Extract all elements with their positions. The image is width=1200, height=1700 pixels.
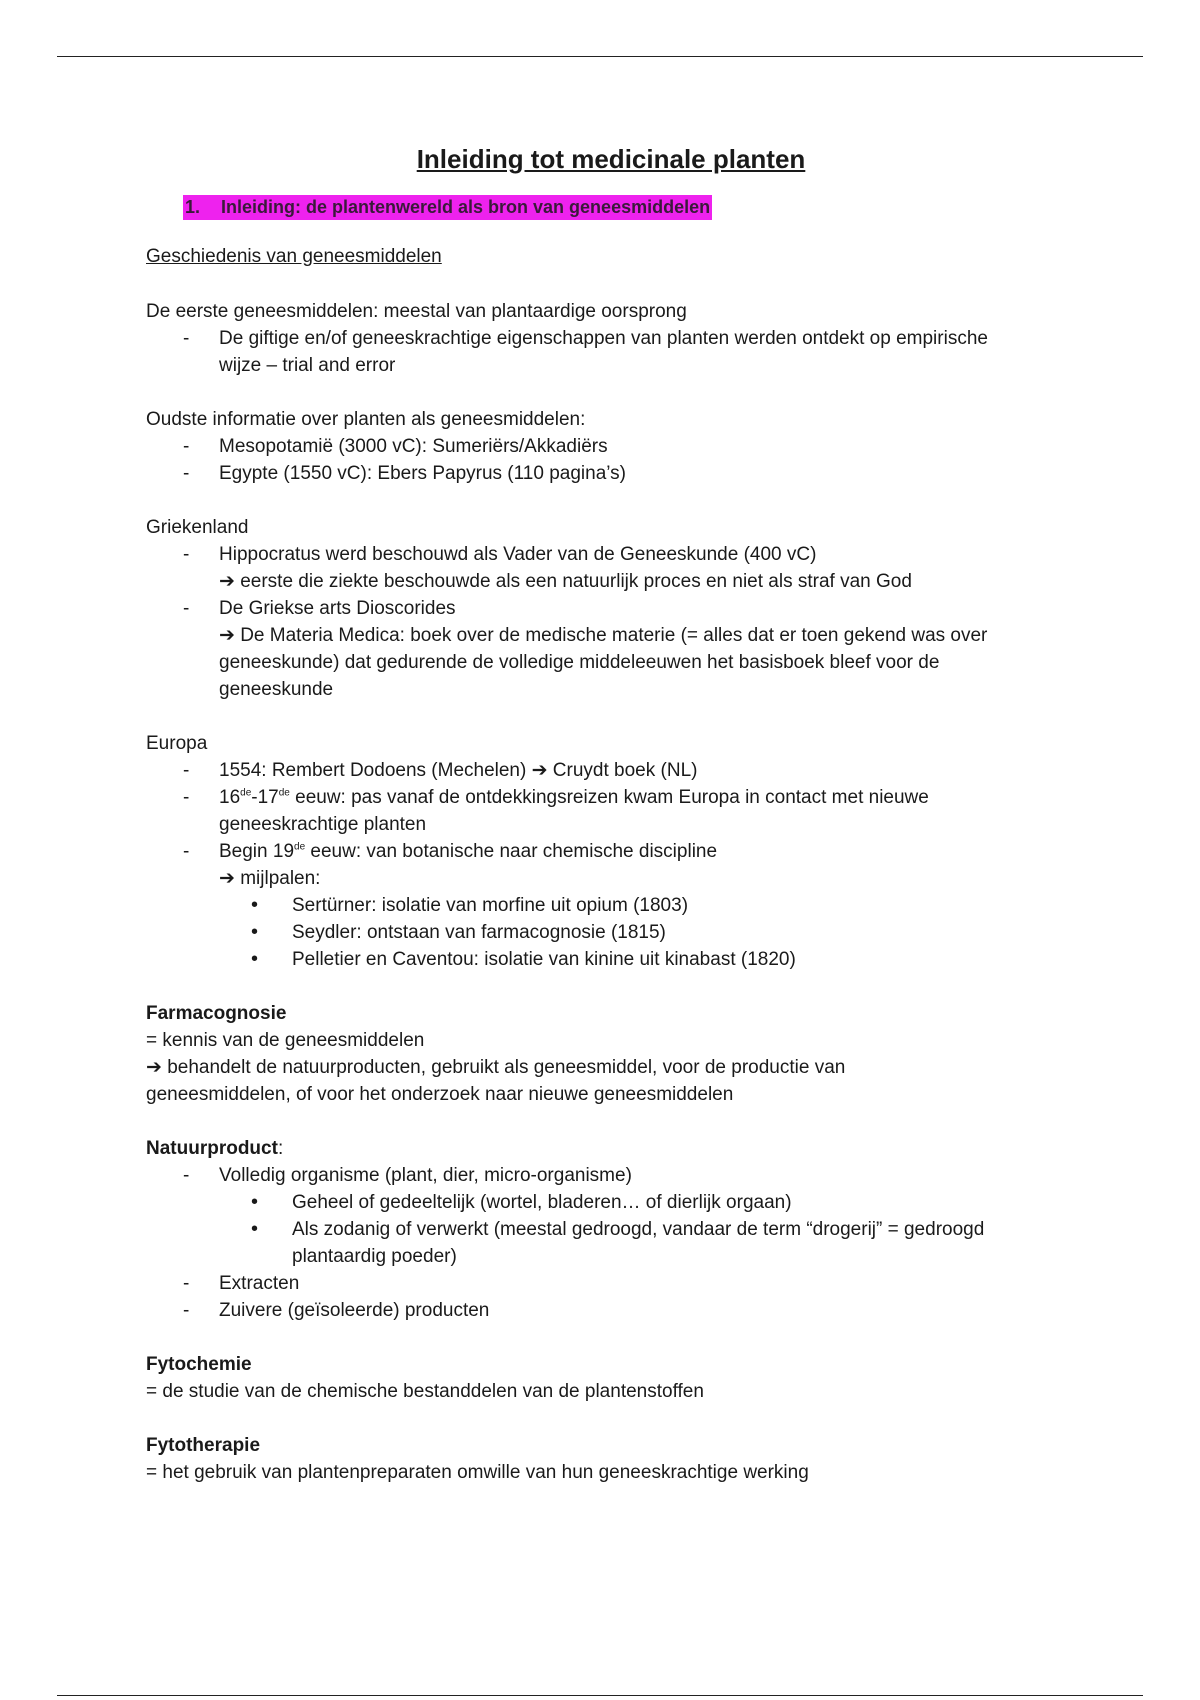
list-item-sub: ➔ De Materia Medica: boek over de medische materie (= alles dat er toen gekend was over geneeskunde) dat gedurende de volledige middeleeuwen het basisboek bleef voor de geneeskunde (219, 625, 988, 700)
phytochemistry-definition: = de studie van de chemische bestanddelen van de plantenstoffen (146, 1381, 704, 1402)
greece-heading: Griekenland (146, 517, 249, 538)
list-item-text: - Hippocratus werd beschouwd als Vader van de Geneeskunde (400 vC) (219, 544, 817, 565)
pharmacognosy-heading: Farmacognosie (146, 1003, 287, 1024)
list-item-text: - De Griekse arts Dioscorides (219, 598, 456, 619)
history-subheading: Geschiedenis van geneesmiddelen (146, 246, 442, 267)
highlight (183, 195, 712, 220)
section-heading-1 (183, 193, 1076, 221)
pharmacognosy-definition: = kennis van de geneesmiddelen (146, 1030, 425, 1051)
footer-rule (57, 1695, 1143, 1696)
first-medicines-intro: De eerste geneesmiddelen: meestal van plantaardige oorsprong (146, 301, 687, 322)
page-title: Inleiding tot medicinale planten (416, 144, 806, 174)
phytotherapy-heading: Fytotherapie (146, 1435, 261, 1456)
list-item (146, 595, 999, 703)
phytotherapy-definition: = het gebruik van plantenpreparaten omwille van hun geneeskrachtige werking (146, 1462, 809, 1483)
pharmacognosy-description: ➔ behandelt de natuurproducten, gebruikt als geneesmiddel, voor de productie van geneesmiddelen, of voor het onderzoek naar nieuwe geneesmiddelen (146, 1057, 846, 1105)
natural-product-heading: Natuurproduct: (146, 1138, 284, 1159)
oldest-info-intro: Oudste informatie over planten als geneesmiddelen: (146, 409, 586, 430)
phytochemistry-heading: Fytochemie (146, 1354, 252, 1375)
sub-list-item: • Als zodanig of verwerkt (meestal gedroogd, vandaar de term “drogerij” = gedroogd plantaardig poeder) (146, 1216, 1072, 1270)
list-item-sub: ➔ mijlpalen: (219, 868, 321, 889)
list-item-sub: ➔ eerste die ziekte beschouwde als een natuurlijk proces en niet als straf van God (219, 571, 912, 592)
milestone-item: • Pelletier en Caventou: isolatie van kinine uit kinabast (1820) (146, 946, 1076, 973)
list-item: - Mesopotamië (3000 vC): Sumeriërs/Akkadiërs (146, 433, 1076, 460)
milestone-item: • Seydler: ontstaan van farmacognosie (1815) (146, 919, 1076, 946)
list-item: - Extracten (146, 1270, 1076, 1297)
list-item: - Volledig organisme (plant, dier, micro-organisme) (146, 1162, 1076, 1189)
list-item: - 1554: Rembert Dodoens (Mechelen) ➔ Cruydt boek (NL) (146, 757, 1076, 784)
header-rule (57, 56, 1143, 57)
list-item: - Begin 19de eeuw: van botanische naar chemische discipline ➔ mijlpalen: (146, 838, 1076, 892)
list-item: - De giftige en/of geneeskrachtige eigenschappen van planten werden ontdekt op empirische wijze – trial and error (146, 325, 999, 379)
list-item: - Egypte (1550 vC): Ebers Papyrus (110 pagina’s) (146, 460, 1076, 487)
list-item: - Zuivere (geïsoleerde) producten (146, 1297, 1076, 1324)
europe-heading: Europa (146, 733, 208, 754)
heading-text: Inleiding: de plantenwereld als bron van geneesmiddelen (221, 197, 711, 217)
heading-number: 1. (185, 197, 201, 217)
list-item (146, 541, 1076, 595)
milestone-item: • Sertürner: isolatie van morfine uit opium (1803) (146, 892, 1076, 919)
sub-list-item: • Geheel of gedeeltelijk (wortel, bladeren… of dierlijk orgaan) (146, 1189, 1076, 1216)
document-body (146, 144, 1076, 1486)
list-item: - 16de-17de eeuw: pas vanaf de ontdekkingsreizen kwam Europa in contact met nieuwe geneeskrachtige planten (146, 784, 939, 838)
